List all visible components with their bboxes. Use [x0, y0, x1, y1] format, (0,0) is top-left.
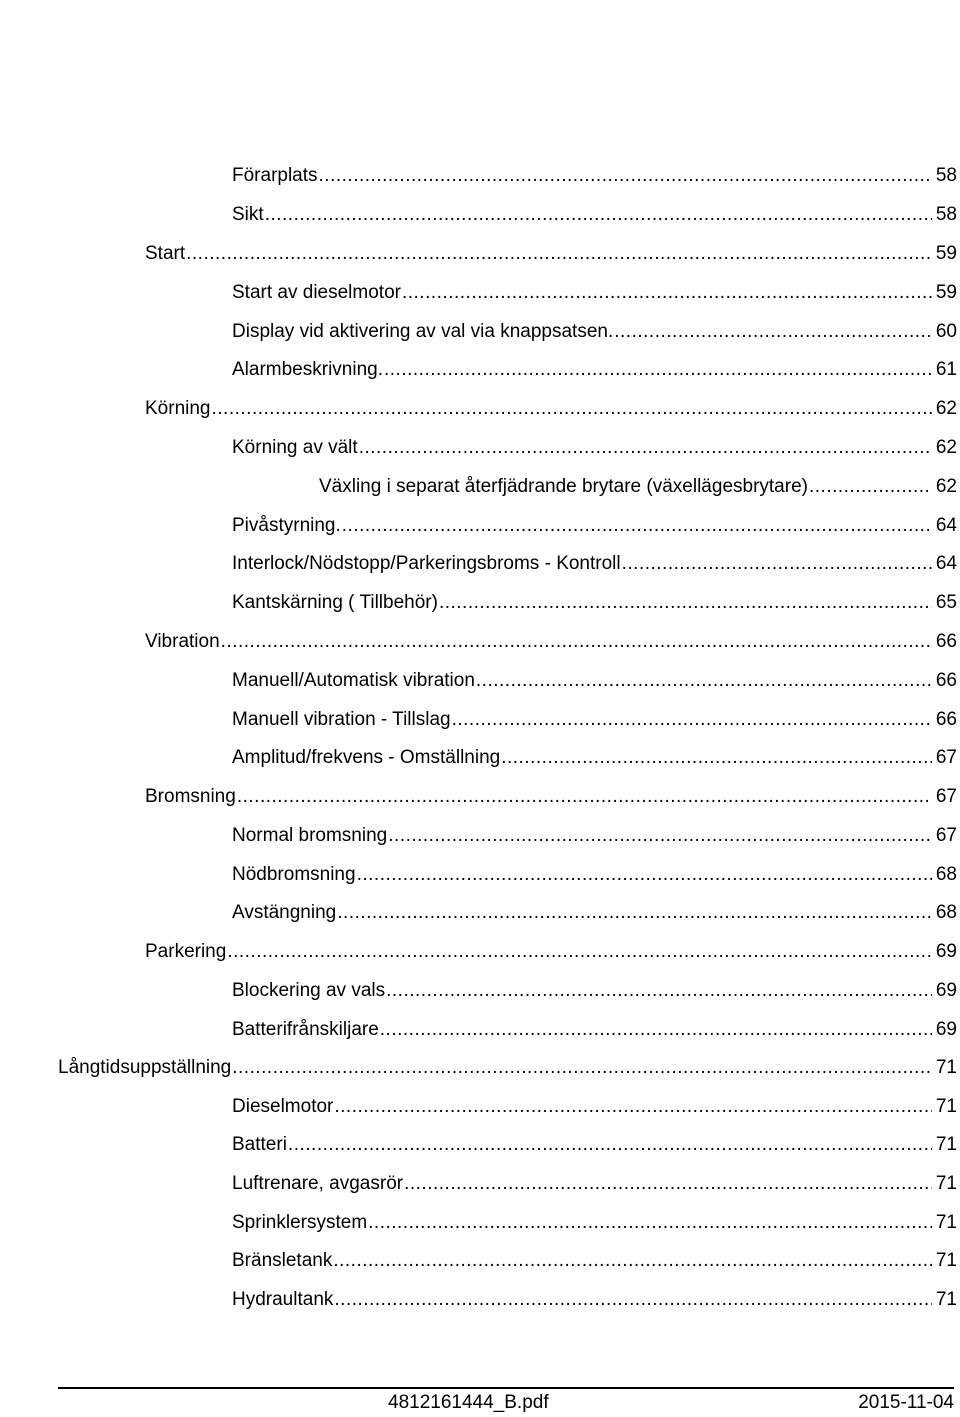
toc-entry-title: Bromsning [145, 786, 236, 807]
toc-entry[interactable] [145, 240, 957, 268]
toc-entry-title: Dieselmotor [232, 1096, 334, 1117]
toc-entry-leader [221, 628, 932, 656]
toc-entry-leader [380, 1016, 932, 1044]
toc-entry[interactable] [232, 706, 957, 734]
toc-entry-page: 62 [935, 476, 957, 497]
toc-entry-page: 68 [935, 902, 957, 923]
toc-entry-page: 64 [935, 553, 957, 574]
toc-entry-page: 71 [935, 1289, 957, 1310]
toc-entry-leader [359, 434, 932, 462]
toc-entry-leader [319, 162, 932, 190]
toc-entry-leader [386, 977, 932, 1005]
toc-entry-title: Nödbromsning [232, 864, 356, 885]
toc-entry-leader [342, 512, 932, 540]
toc-entry[interactable] [232, 356, 957, 384]
toc-entry[interactable] [145, 395, 957, 423]
toc-entry[interactable] [232, 1131, 957, 1159]
toc-entry[interactable] [232, 1286, 957, 1314]
toc-entry-title: Batterifrånskiljare [232, 1019, 379, 1040]
toc-entry[interactable] [232, 512, 957, 540]
toc-entry-page: 62 [935, 437, 957, 458]
footer-filename: 4812161444_B.pdf [388, 1392, 549, 1413]
toc-entry-page: 65 [935, 592, 957, 613]
toc-entry-title: Blockering av vals [232, 980, 386, 1001]
toc-entry-page: 67 [935, 825, 957, 846]
toc-entry-leader [388, 822, 932, 850]
toc-entry-title: Förarplats [232, 165, 318, 186]
toc-entry-page: 58 [935, 165, 957, 186]
toc-entry-page: 67 [935, 747, 957, 768]
toc-entry-leader [439, 589, 932, 617]
footer-date: 2015-11-04 [858, 1392, 954, 1413]
toc-entry-page: 69 [935, 941, 957, 962]
toc-entry-leader [476, 667, 932, 695]
toc-entry[interactable] [232, 550, 957, 578]
toc-entry-leader [337, 899, 932, 927]
toc-entry-page: 69 [935, 980, 957, 1001]
toc-entry-title: Avstängning [232, 902, 337, 923]
toc-entry-title: Körning av vält [232, 437, 358, 458]
toc-entry-page: 66 [935, 631, 957, 652]
toc-entry-leader [334, 1093, 931, 1121]
toc-entry-title: Sprinklersystem [232, 1212, 368, 1233]
toc-entry-title: Växling i separat återfjädrande brytare (växellägesbrytare) [319, 476, 808, 497]
toc-entry-title: Interlock/Nödstopp/Parkeringsbroms - Kontroll [232, 553, 621, 574]
toc-entry-page: 71 [935, 1096, 957, 1117]
toc-entry[interactable] [232, 162, 957, 190]
toc-entry-page: 71 [935, 1250, 957, 1271]
toc-entry[interactable] [145, 938, 957, 966]
toc-entry-leader [368, 1209, 932, 1237]
toc-entry[interactable] [232, 1209, 957, 1237]
toc-entry-page: 58 [935, 204, 957, 225]
toc-entry[interactable] [232, 1247, 957, 1275]
toc-entry-leader [809, 473, 932, 501]
toc-entry-title: Sikt [232, 204, 264, 225]
toc-entry-leader [288, 1131, 932, 1159]
toc-entry[interactable] [232, 899, 957, 927]
toc-entry-title: Normal bromsning [232, 825, 388, 846]
toc-entry-leader [501, 744, 932, 772]
toc-entry-title: Manuell/Automatisk vibration [232, 670, 475, 691]
toc-entry-title: Bränsletank [232, 1250, 333, 1271]
toc-entry-page: 71 [935, 1057, 957, 1078]
toc-entry-leader [622, 550, 932, 578]
toc-entry[interactable] [232, 1170, 957, 1198]
toc-entry-title: Långtidsuppställning [58, 1057, 232, 1078]
toc-entry-leader [227, 938, 932, 966]
toc-entry-page: 59 [935, 282, 957, 303]
toc-entry[interactable] [145, 783, 957, 811]
toc-entry[interactable] [232, 667, 957, 695]
toc-entry[interactable] [232, 744, 957, 772]
toc-entry-page: 64 [935, 515, 957, 536]
toc-entry[interactable] [145, 628, 957, 656]
toc-entry[interactable] [232, 279, 957, 307]
toc-entry[interactable] [232, 589, 957, 617]
toc-entry-page: 71 [935, 1134, 957, 1155]
toc-entry-title: Start [145, 243, 186, 264]
toc-entry-title: Start av dieselmotor [232, 282, 401, 303]
toc-entry[interactable] [232, 977, 957, 1005]
toc-entry-title: Pivåstyrning. [232, 515, 341, 536]
toc-entry-page: 62 [935, 398, 957, 419]
toc-entry-title: Alarmbeskrivning. [232, 359, 383, 380]
toc-entry-title: Hydraultank [232, 1289, 334, 1310]
toc-entry-title: Batteri [232, 1134, 287, 1155]
toc-entry-leader [333, 1247, 932, 1275]
toc-entry-leader [384, 356, 932, 384]
toc-entry-leader [186, 240, 932, 268]
toc-entry-page: 60 [935, 321, 957, 342]
toc-entry[interactable] [232, 822, 957, 850]
toc-entry-page: 68 [935, 864, 957, 885]
toc-entry-leader [212, 395, 932, 423]
toc-entry-title: Kantskärning ( Tillbehör) [232, 592, 438, 613]
toc-entry[interactable] [58, 1054, 957, 1082]
toc-entry[interactable] [232, 861, 957, 889]
toc-entry[interactable] [232, 318, 957, 346]
toc-entry-page: 61 [935, 359, 957, 380]
toc-entry[interactable] [232, 1016, 957, 1044]
toc-entry-leader [265, 201, 932, 229]
toc-entry[interactable] [232, 1093, 957, 1121]
toc-entry-page: 71 [935, 1173, 957, 1194]
toc-entry-page: 66 [935, 670, 957, 691]
toc-entry-title: Luftrenare, avgasrör [232, 1173, 404, 1194]
toc-entry-title: Vibration [145, 631, 220, 652]
toc-entry-leader [357, 861, 932, 889]
toc-entry-title: Körning [145, 398, 211, 419]
toc-entry-leader [404, 1170, 932, 1198]
toc-entry-page: 69 [935, 1019, 957, 1040]
toc-entry-title: Amplitud/frekvens - Omställning [232, 747, 501, 768]
toc-entry-leader [452, 706, 932, 734]
toc-entry[interactable] [319, 473, 957, 501]
toc-entry-page: 67 [935, 786, 957, 807]
toc-entry-title: Manuell vibration - Tillslag [232, 709, 451, 730]
toc-entry-leader [237, 783, 932, 811]
toc-entry[interactable] [232, 434, 957, 462]
toc-entry-title: Display vid aktivering av val via knappsatsen. [232, 321, 614, 342]
toc-entry-leader [402, 279, 932, 307]
toc-entry[interactable] [232, 201, 957, 229]
toc-entry-page: 71 [935, 1212, 957, 1233]
toc-entry-page: 59 [935, 243, 957, 264]
toc-entry-leader [334, 1286, 931, 1314]
toc-entry-title: Parkering [145, 941, 227, 962]
toc-entry-leader [232, 1054, 932, 1082]
toc-entry-leader [614, 318, 932, 346]
toc-entry-page: 66 [935, 709, 957, 730]
